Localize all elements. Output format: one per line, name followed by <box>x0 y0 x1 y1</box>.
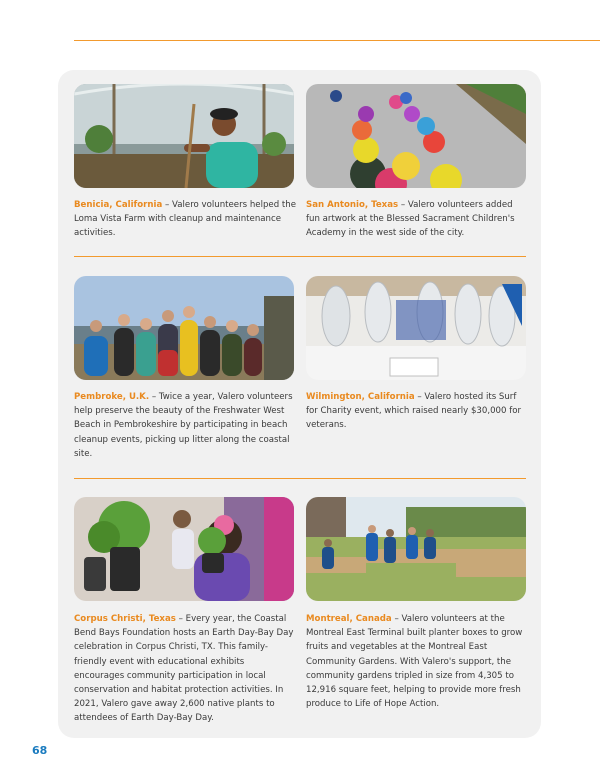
location-benicia: Benicia, California <box>74 200 163 210</box>
caption-pembroke <box>74 390 296 461</box>
top-accent-rule <box>74 40 600 41</box>
photo-wilmington-surf-awards <box>306 276 526 380</box>
text-benicia: – Valero volunteers helped the Loma Vista Farm with cleanup and maintenance activities. <box>74 200 296 239</box>
caption-wilmington <box>306 390 528 433</box>
photo-corpus-christi-earth-day <box>74 497 294 601</box>
photo-san-antonio-artwork <box>306 84 526 188</box>
photo-benicia-greenhouse <box>74 84 294 188</box>
location-pembroke: Pembroke, U.K. <box>74 392 150 402</box>
photo-pembroke-beach-group <box>74 276 294 380</box>
page-number: 68 <box>32 744 48 757</box>
location-montreal: Montreal, Canada <box>306 614 392 624</box>
text-san-antonio: – Valero volunteers added fun artwork at the Blessed Sacrament Children's Academy in the west side of the city. <box>306 200 515 239</box>
text-pembroke: – Twice a year, Valero volunteers help preserve the beauty of the Freshwater West Beach in Pembrokeshire by participating in beach cleanup events, picking up litter along the coastal site. <box>74 392 293 459</box>
location-wilmington: Wilmington, California <box>306 392 415 402</box>
location-corpus-christi: Corpus Christi, Texas <box>74 614 176 624</box>
text-corpus-christi: – Every year, the Coastal Bend Bays Foundation hosts an Earth Day-Bay Day celebration in Corpus Christi, TX. This family-friendly event with educational exhibits encourages community participation in local conservation and habitat protection activities. In 2021, Valero gave away 2,600 native plants to attendees of Earth Day-Bay Day. <box>74 614 294 724</box>
caption-benicia <box>74 198 296 241</box>
text-montreal: – Valero volunteers at the Montreal East Terminal built planter boxes to grow fruits and vegetables at the Montreal East Community Gardens. With Valero's support, the community gardens tripled in size from 4,305 to 12,916 square feet, helping to provide more fresh produce to Life of Hope Action. <box>306 614 523 710</box>
caption-montreal <box>306 612 528 711</box>
section-divider-2 <box>74 478 526 479</box>
location-san-antonio: San Antonio, Texas <box>306 200 399 210</box>
text-wilmington: – Valero hosted its Surf for Charity event, which raised nearly $30,000 for veterans. <box>306 392 522 431</box>
caption-corpus-christi <box>74 612 296 726</box>
photo-montreal-planter-boxes <box>306 497 526 601</box>
section-divider-1 <box>74 256 526 257</box>
caption-san-antonio <box>306 198 528 241</box>
